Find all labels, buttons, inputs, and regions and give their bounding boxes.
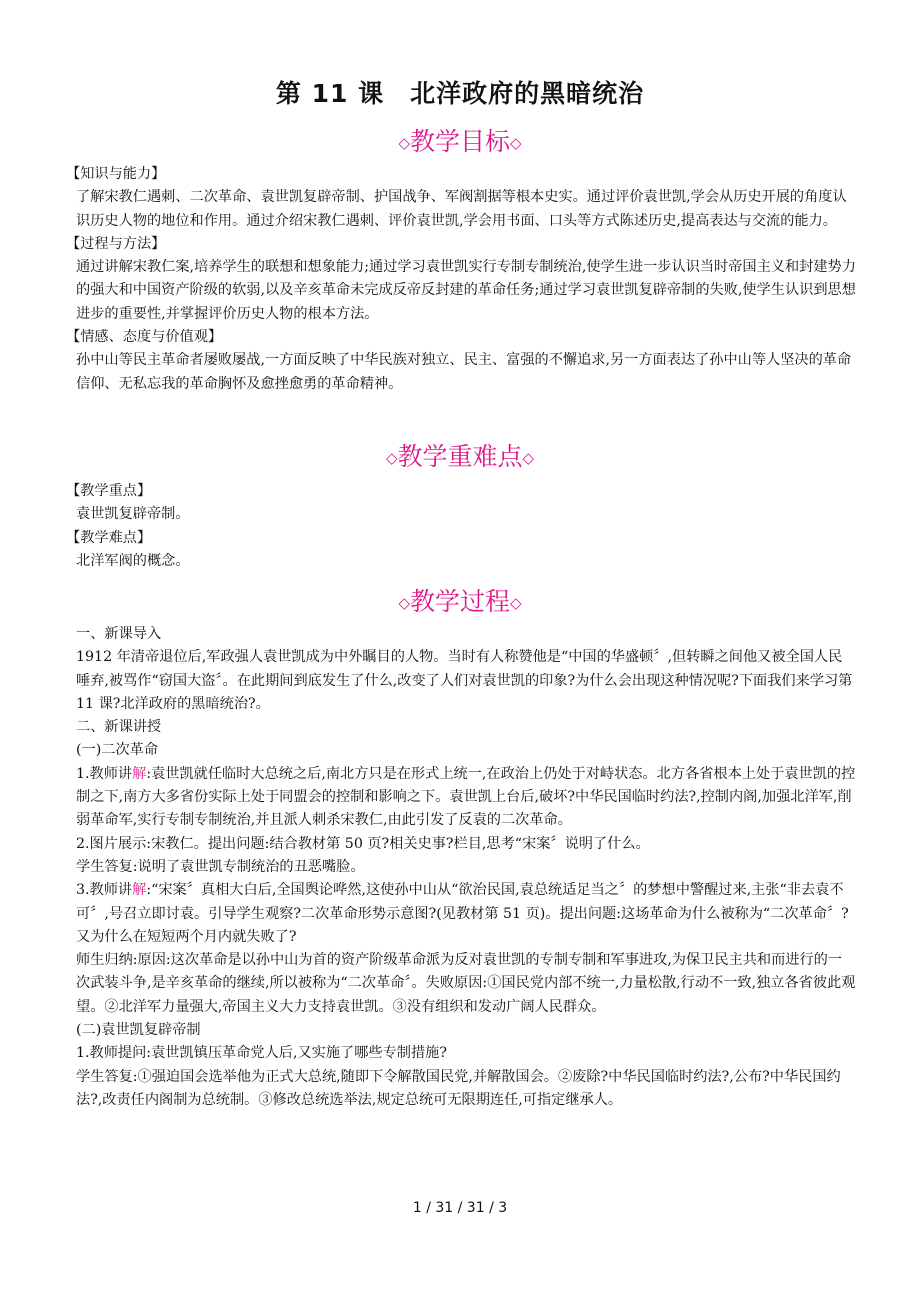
process-subheading-restoration: (二)袁世凯复辟帝制 [76, 1022, 201, 1039]
highlight-text: 解 [132, 765, 147, 782]
paragraph-rest: :“宋案〞真相大白后,全国舆论哗然,这使孙中山从“欲治民国,袁总统适足当之〞的梦想中警醒过来,主张“非去袁不可〞,号召立即讨袁。引导学生观察?二次革命形势示意图?(见教材第 51 页)。提出问题:这场革命为什么被称为“二次革命〞?又为什么在短短两个月内就失败了? [76, 882, 849, 945]
process-paragraph-1 [66, 763, 856, 833]
paragraph-lead: 3.教师讲 [76, 882, 133, 899]
process-paragraph-2: 2.图片展示:宋教仁。提出问题:结合教材第 50 页?相关史事?栏目,思考“宋案〞说明了什么。 [76, 835, 650, 852]
objectives-heading-values: 【情感、态度与价值观】 [66, 329, 223, 346]
key-points-body [66, 480, 856, 573]
objectives-values-text: 孙中山等民主革命者屡败屡战,一方面反映了中华民族对独立、民主、富强的不懈追求,另一方面表达了孙中山等人坚决的革命信仰、无私忘我的革命胸怀及愈挫愈勇的革命精神。 [76, 352, 852, 392]
diamond-icon: ◇ [385, 449, 398, 467]
key-heading-difficulty: 【教学难点】 [66, 529, 152, 546]
section-heading-process [0, 582, 920, 618]
section-heading-key-points [0, 437, 920, 473]
process-paragraph-3: 学生答复:说明了袁世凯专制统治的丑恶嘴脸。 [76, 858, 365, 875]
section-heading-key-points-label: 教学重难点 [397, 442, 523, 471]
process-body [66, 623, 856, 1112]
process-intro-text: 1912 年清帝退位后,军政强人袁世凯成为中外瞩目的人物。当时有人称赞他是“中国的华盛顿〞,但转瞬之间他又被全国人民唾弃,被骂作“窃国大盗〞。在此期间到底发生了什么,改变了人们对袁世凯的印象?为什么会出现这种情况呢?下面我们来学习第 11 课?北洋政府的黑暗统治?。 [76, 649, 853, 712]
diamond-icon: ◇ [510, 594, 522, 612]
paragraph-rest: :袁世凯就任临时大总统之后,南北方只是在形式上统一,在政治上仍处于对峙状态。北方各省根本上处于袁世凯的控制之下,南方大多省份实际上处于同盟会的控制和影响之下。袁世凯上台后,破坏?中华民国临时约法?,控制内阁,加强北洋军,削弱革命军,实行专制专制统治,并且派人刺杀宋教仁,由此引发了反袁的二次革命。 [76, 765, 856, 829]
process-paragraph-7: 学生答复:①强迫国会选举他为正式大总统,随即下令解散国民党,并解散国会。②废除?中华民国临时约法?,公布?中华民国约法?,改责任内阁制为总统制。③修改总统选举法,规定总统可无限期连任,可指定继承人。 [76, 1068, 841, 1108]
key-heading-focus: 【教学重点】 [66, 483, 152, 499]
paragraph-lead: 1.教师讲 [76, 765, 133, 782]
highlight-text: 解 [132, 882, 147, 899]
objectives-heading-knowledge: 【知识与能力】 [66, 166, 166, 182]
key-difficulty-text: 北洋军阀的概念。 [76, 552, 190, 569]
section-heading-objectives [0, 122, 920, 158]
page-number: 1 / 31 / 31 / 3 [412, 1200, 508, 1216]
key-focus-text: 袁世凯复辟帝制。 [76, 506, 190, 523]
process-paragraph-4 [66, 879, 856, 949]
diamond-icon: ◇ [522, 449, 535, 467]
diamond-icon: ◇ [398, 594, 410, 612]
objectives-knowledge-text: 了解宋教仁遇刺、二次革命、袁世凯复辟帝制、护国战争、军阀割据等根本史实。通过评价袁世凯,学会从历史开展的角度认识历史人物的地位和作用。通过介绍宋教仁遇刺、评价袁世凯,学会用书面、口头等方式陈述历史,提高表达与交流的能力。 [76, 189, 847, 229]
process-subheading-second-revolution: (一)二次革命 [76, 742, 159, 759]
process-paragraph-6: 1.教师提问:袁世凯镇压革命党人后,又实施了哪些专制措施? [76, 1045, 447, 1062]
diamond-icon: ◇ [398, 134, 410, 152]
objectives-body [66, 163, 856, 396]
page-title: 第 11 课 北洋政府的黑暗统治 [275, 79, 645, 108]
process-paragraph-5: 师生归纳:原因:这次革命是以孙中山为首的资产阶级革命派为反对袁世凯的专制专制和军事进攻,为保卫民主共和而进行的一次武装斗争,是辛亥革命的继续,所以被称为“二次革命〞。失败原因:①国民党内部不统一,力量松散,行动不一致,独立各省彼此观望。②北洋军力量强大,帝国主义大力支持袁世凯。③没有组织和发动广阔人民群众。 [76, 952, 856, 1015]
objectives-heading-process: 【过程与方法】 [66, 235, 166, 252]
section-heading-process-label: 教学过程 [409, 587, 510, 616]
process-step-teaching: 二、新课讲授 [76, 719, 162, 736]
process-step-intro: 一、新课导入 [76, 626, 162, 642]
section-heading-objectives-label: 教学目标 [409, 127, 510, 156]
diamond-icon: ◇ [510, 134, 522, 152]
objectives-process-text: 通过讲解宋教仁案,培养学生的联想和想象能力;通过学习袁世凯实行专制专制统治,使学生进一步认识当时帝国主义和封建势力的强大和中国资产阶级的软弱,以及辛亥革命未完成反帝反封建的革命任务;通过学习袁世凯复辟帝制的失败,使学生认识到思想进步的重要性,并掌握评价历史人物的根本方法。 [76, 259, 856, 322]
